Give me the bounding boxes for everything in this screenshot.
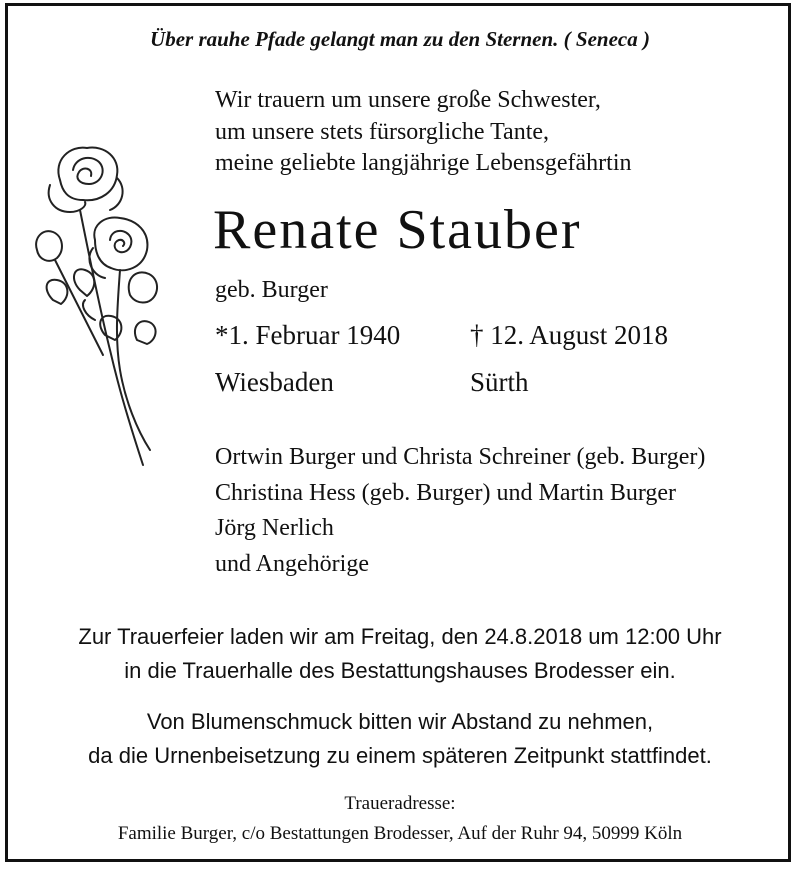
mourner-line: Ortwin Burger und Christa Schreiner (geb. Burger) [215, 444, 706, 470]
deceased-name: Renate Stauber [213, 199, 582, 261]
flowers-line: Von Blumenschmuck bitten wir Abstand zu nehmen, [146, 709, 654, 734]
ceremony-line: in die Trauerhalle des Bestattungshauses Brodesser ein. [124, 658, 676, 683]
mourners-list [215, 440, 705, 582]
flowers-note [0, 705, 800, 773]
intro-line: um unsere stets fürsorgliche Tante, [215, 118, 550, 145]
mourner-line: Jörg Nerlich [215, 515, 334, 541]
ceremony-info [0, 620, 800, 688]
mourner-line: und Angehörige [215, 550, 369, 577]
mourner-line: Christina Hess (geb. Burger) und Martin Burger [215, 479, 677, 506]
intro-text [215, 85, 631, 180]
birth-place: Wiesbaden [215, 367, 334, 397]
address-label: Traueradresse: [344, 793, 456, 814]
address-line: Familie Burger, c/o Bestattungen Brodesser, Auf der Ruhr 94, 50999 Köln [117, 823, 683, 844]
death-date: † 12. August 2018 [470, 320, 669, 350]
maiden-name: geb. Burger [215, 277, 328, 303]
death-place: Sürth [470, 367, 529, 397]
flowers-line: da die Urnenbeisetzung zu einem späteren Zeitpunkt stattfindet. [88, 743, 712, 768]
ceremony-line: Zur Trauerfeier laden wir am Freitag, den 24.8.2018 um 12:00 Uhr [78, 624, 722, 649]
intro-line: Wir trauern um unsere große Schwester, [215, 87, 601, 113]
rose-icon [25, 140, 175, 475]
intro-line: meine geliebte langjährige Lebensgefährtin [215, 150, 632, 176]
motto-quote: Über rauhe Pfade gelangt man zu den Sternen. ( Seneca ) [150, 27, 650, 51]
birth-date: *1. Februar 1940 [215, 320, 401, 350]
mourning-address [0, 789, 800, 849]
